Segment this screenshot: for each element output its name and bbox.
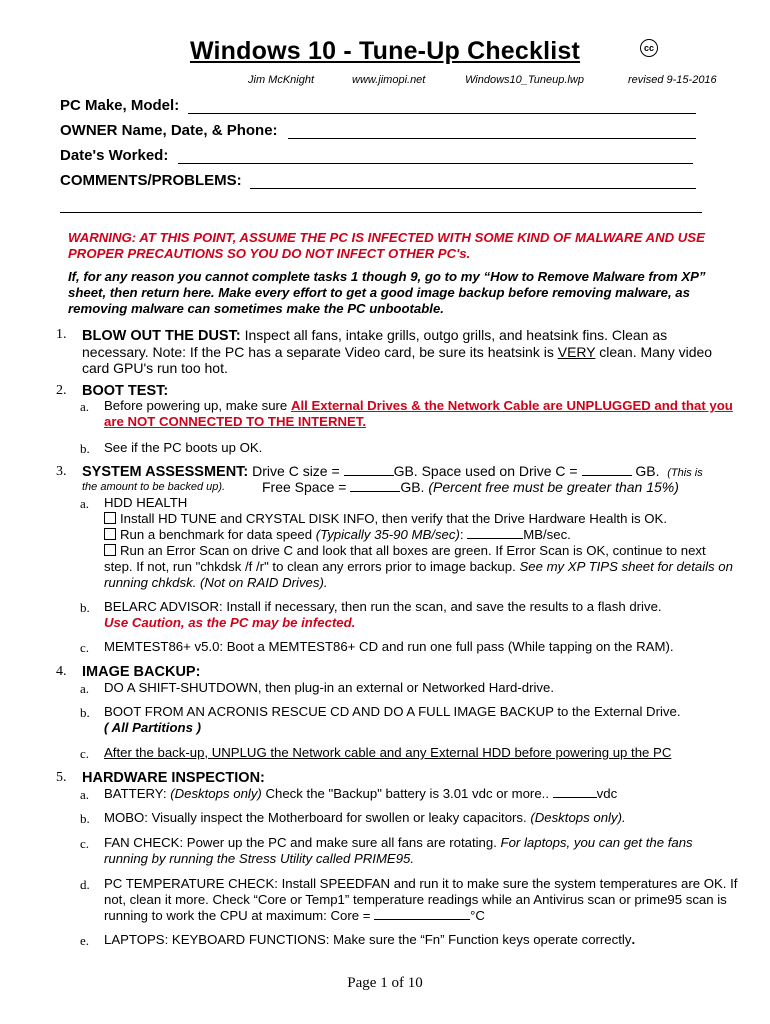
image-backup-item-a: DO A SHIFT-SHUTDOWN, then plug-in an external or Networked Hard-drive. [104,680,554,695]
keyboard-item [104,932,734,948]
item-letter: a. [80,496,90,511]
checkbox[interactable] [104,528,116,540]
fan-check-text: FAN CHECK: Power up the PC and make sure all fans are rotating. [104,835,501,850]
colon: : [459,527,464,542]
all-partitions-note: ( All Partitions ) [104,720,201,735]
checkbox[interactable] [104,512,116,524]
celsius-unit: °C [470,908,485,923]
dates-field[interactable] [178,163,693,164]
revised-date: revised 9-15-2016 [628,74,717,86]
boot-test-item-a [104,398,734,430]
item-letter: e. [80,933,90,948]
author: Jim McKnight [248,74,315,86]
section-number: 2. [56,383,67,398]
battery-text: Check the "Backup" battery is 3.01 vdc or more.. [261,786,553,801]
page-number: Page 1 of 10 [347,975,423,991]
comments-field-line-2[interactable] [60,212,702,213]
boot-test-heading: BOOT TEST: [82,383,169,399]
section-number: 1. [56,327,67,342]
section-heading [82,769,265,786]
item-letter: b. [80,600,90,615]
hdd-step-1-text: Install HD TUNE and CRYSTAL DISK INFO, then verify that the Drive Hardware Health is OK. [120,511,667,526]
emphasis-very: VERY [557,344,596,360]
item-letter: b. [80,441,90,456]
mb-sec-unit: MB/sec. [523,527,571,542]
temperature-item [104,876,740,924]
section-blow-out-dust [82,327,722,376]
free-space-note: (Percent free must be greater than 15%) [428,479,679,495]
section-number: 3. [56,464,67,479]
image-backup-heading: IMAGE BACKUP: [82,664,201,680]
hardware-inspection-heading: HARDWARE INSPECTION: [82,770,265,786]
hdd-step-2 [104,527,734,543]
item-letter: b. [80,811,90,826]
battery-label: BATTERY: [104,786,171,801]
free-space-line [262,479,679,495]
vdc-unit: vdc [596,786,618,801]
belarc-text: BELARC ADVISOR: Install if necessary, then run the scan, and save the results to a flash drive. [104,599,662,614]
section-text-end: clean. Many video card GPU's run too hot. [82,344,713,376]
battery-item [104,786,734,802]
hdd-step-1 [104,511,734,527]
belarc-caution: Use Caution, as the PC may be infected. [104,615,356,630]
page-title: Windows 10 - Tune-Up Checklist [189,37,581,65]
item-letter: d. [80,877,90,892]
mobo-text: MOBO: Visually inspect the Motherboard for swollen or leaky capacitors. [104,810,531,825]
creative-commons-icon: cc [640,39,658,57]
section-heading: SYSTEM ASSESSMENT: [82,464,249,480]
item-letter: a. [80,681,90,696]
image-backup-item-b [104,704,734,736]
section-number: 5. [56,770,67,785]
space-used-label: GB. Space used on Drive C = [393,463,582,479]
hdd-speed-note: (Typically 35-90 MB/sec) [315,527,460,542]
hdd-step-3 [104,543,734,591]
mobo-item [104,810,734,826]
comments-field[interactable] [250,188,696,189]
comments-label: COMMENTS/PROBLEMS: [60,172,242,189]
section-heading [82,382,168,399]
space-used-field[interactable] [582,475,632,476]
item-letter: a. [80,787,90,802]
desktops-only-note: (Desktops only) [170,786,262,801]
section-number: 4. [56,664,67,679]
backup-note: (This is [667,467,703,479]
hdd-health-title: HDD HEALTH [104,495,188,510]
checkbox[interactable] [104,544,116,556]
free-space-unit: GB. [400,479,429,495]
filename: Windows10_Tuneup.lwp [465,74,584,86]
temperature-text: PC TEMPERATURE CHECK: Install SPEEDFAN and run it to make sure the system temperatures are OK. If not, clean it more. Check “Core or Temp1” temperature readings while an Antivirus scan or prime95 scan is running to work the CPU at maximum: Core = [104,876,738,923]
unplug-warning: All External Drives & the Network Cable are UNPLUGGED and that you are NOT CONNECTED TO THE INTERNET. [104,398,733,429]
item-letter: c. [80,746,90,761]
section-heading: BLOW OUT THE DUST: [82,328,241,344]
pc-make-label: PC Make, Model: [60,97,180,114]
backup-note-cont: the amount to be backed up). [82,481,226,493]
owner-label: OWNER Name, Date, & Phone: [60,122,278,139]
mb-sec-field[interactable] [467,538,523,539]
belarc-item [104,599,734,631]
section-text: Inspect all fans, intake grills, outgo grills, and heatsink fins. Clean as necessary. Note: If the PC has a separate Video card, be sure its heatsink is [82,327,668,360]
warning-text: WARNING: AT THIS POINT, ASSUME THE PC IS INFECTED WITH SOME KIND OF MALWARE AND USE PROPER PRECAUTIONS SO YOU DO NOT INFECT OTHER PC's. [68,230,705,261]
website: www.jimopi.net [352,74,426,86]
drive-c-size-field[interactable] [344,475,394,476]
item-text: Before powering up, make sure [104,398,291,413]
item-letter: b. [80,705,90,720]
period: . [631,932,636,947]
free-space-label: Free Space = [262,479,351,495]
prime95-note: For laptops, you can get the fans running by running the Stress Utility called PRIME95. [104,835,693,866]
hdd-step-2-text: Run a benchmark for data speed [120,527,316,542]
keyboard-text: LAPTOPS: KEYBOARD FUNCTIONS: Make sure the “Fn” Function keys operate correctly [104,932,632,947]
drive-c-size-label: Drive C size = [248,463,344,479]
battery-voltage-field[interactable] [553,797,597,798]
item-letter: a. [80,399,90,414]
hdd-step-3-text: Run an Error Scan on drive C and look that all boxes are green. If Error Scan is OK, continue to next step. If not, run "chkdsk /f /r" to clean any errors prior to image backup. [104,543,706,574]
dates-label: Date's Worked: [60,147,169,164]
pc-make-field[interactable] [188,113,696,114]
mobo-note: (Desktops only). [530,810,626,825]
xp-tips-note: See my XP TIPS sheet for details on running chkdsk. (Not on RAID Drives). [104,559,733,590]
item-letter: c. [80,640,90,655]
fan-check-item [104,835,734,867]
item-letter: c. [80,836,90,851]
owner-field[interactable] [288,138,696,139]
core-temp-field[interactable] [374,919,470,920]
memtest-item: MEMTEST86+ v5.0: Boot a MEMTEST86+ CD and run one full pass (While tapping on the RAM). [104,639,674,654]
boot-test-item-b: See if the PC boots up OK. [104,440,263,455]
gb-unit: GB. [631,463,660,479]
section-heading [82,663,200,680]
image-backup-item-c: After the back-up, UNPLUG the Network cable and any External HDD before powering up the PC [104,745,672,760]
warning-note: If, for any reason you cannot complete tasks 1 though 9, go to my “How to Remove Malware from XP” sheet, then return here. Make every effort to get a good image backup before removing malware, as removing malware can sometimes make the PC unbootable. [68,269,706,316]
free-space-field[interactable] [350,491,400,492]
acronis-text: BOOT FROM AN ACRONIS RESCUE CD AND DO A FULL IMAGE BACKUP to the External Drive. [104,704,681,719]
